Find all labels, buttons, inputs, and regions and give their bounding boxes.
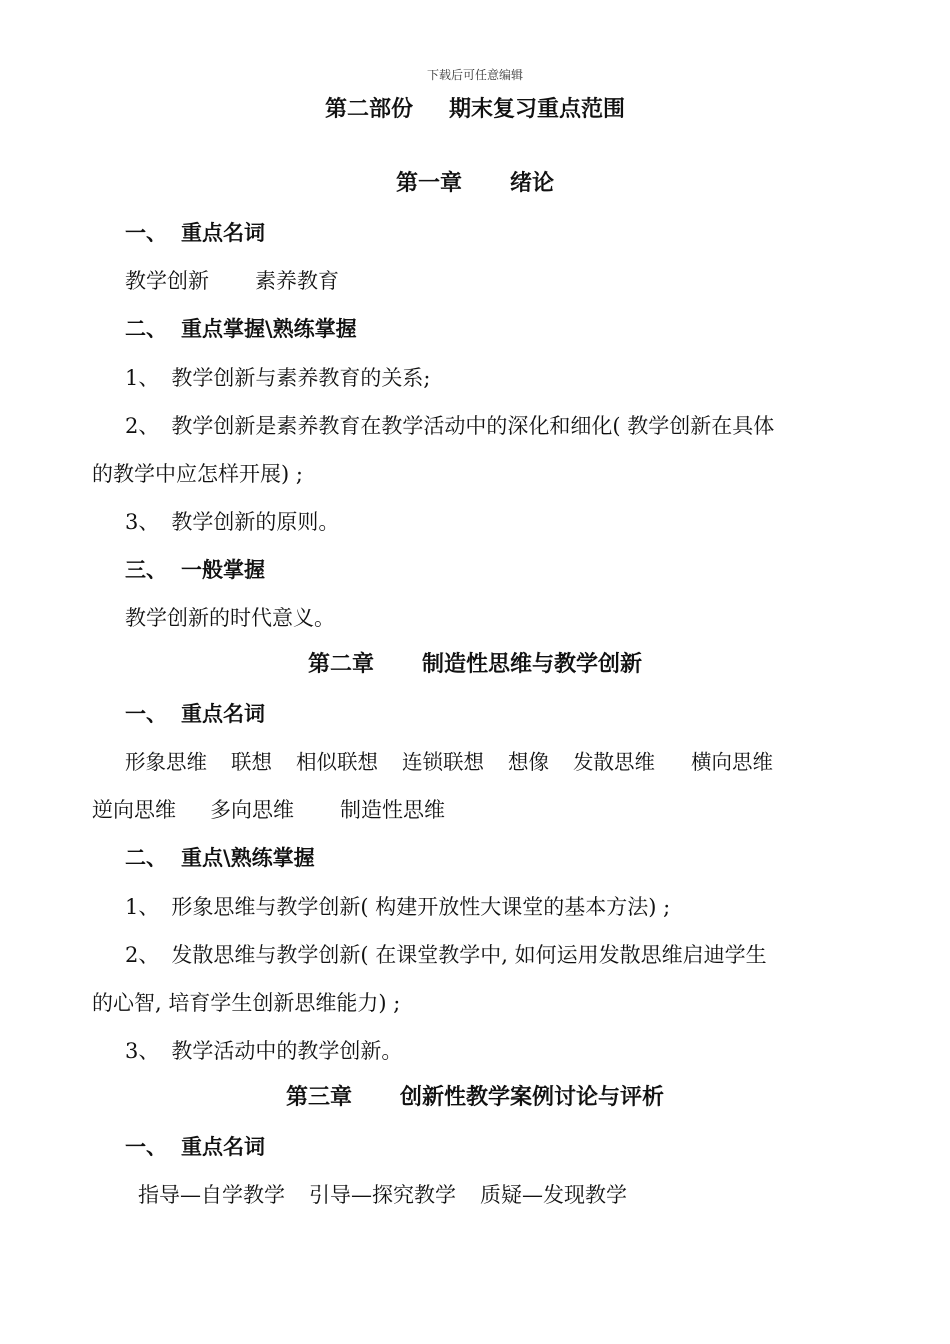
- ch1-section1-heading: [125, 219, 265, 247]
- section-number: 二、: [125, 317, 167, 341]
- term: 素养教育: [255, 269, 339, 293]
- term: 教学创新: [125, 269, 209, 293]
- section-label: 重点名词: [181, 1135, 265, 1159]
- term: 联想: [231, 750, 272, 774]
- ch1-general: 教学创新的时代意义。: [125, 606, 335, 630]
- term: 引导—探究教学: [309, 1183, 456, 1207]
- item-number: 1、: [125, 895, 160, 919]
- ch2-section2-heading: [125, 844, 315, 872]
- chapter1-name: 绪论: [510, 171, 555, 196]
- ch1-item-3: [125, 508, 339, 536]
- ch3-terms: [138, 1181, 627, 1209]
- section-label: 重点名词: [181, 221, 265, 245]
- ch2-item-2: [125, 941, 767, 969]
- item-number: 1、: [125, 366, 160, 390]
- term: 相似联想: [296, 750, 378, 774]
- item-text: 教学活动中的教学创新。: [171, 1039, 403, 1063]
- ch1-item-2-continued: 的教学中应怎样开展) ;: [92, 462, 303, 486]
- item-text: 形象思维与教学创新( 构建开放性大课堂的基本方法) ;: [171, 895, 671, 919]
- term: 质疑—发现教学: [480, 1183, 627, 1207]
- section-number: 一、: [125, 702, 167, 726]
- ch2-item-1: [125, 893, 670, 921]
- term: 形象思维: [125, 750, 207, 774]
- item-text: 教学创新与素养教育的关系;: [171, 366, 431, 390]
- ch1-section2-heading: [125, 315, 357, 343]
- ch2-item-2-continued: 的心智, 培育学生创新思维能力) ;: [92, 991, 401, 1015]
- part-title-number: 第二部份: [324, 97, 413, 122]
- item-number: 2、: [125, 943, 160, 967]
- term: 连锁联想: [402, 750, 484, 774]
- section-number: 一、: [125, 1135, 167, 1159]
- section-label: 重点名词: [181, 702, 265, 726]
- chapter1-number: 第一章: [395, 171, 462, 196]
- section-number: 三、: [125, 558, 167, 582]
- chapter3-name: 创新性教学案例讨论与评析: [400, 1085, 665, 1110]
- term: 想像: [508, 750, 549, 774]
- ch3-section1-heading: [125, 1133, 265, 1161]
- section-label: 一般掌握: [181, 558, 265, 582]
- chapter2-name: 制造性思维与教学创新: [422, 652, 643, 677]
- ch1-item-2: [125, 412, 774, 440]
- chapter3-number: 第三章: [285, 1085, 352, 1110]
- chapter2-number: 第二章: [307, 652, 374, 677]
- term: 指导—自学教学: [138, 1183, 285, 1207]
- term: 发散思维: [573, 750, 655, 774]
- section-label: 重点\熟练掌握: [181, 846, 315, 870]
- item-text: 发散思维与教学创新( 在课堂教学中, 如何运用发散思维启迪学生: [171, 943, 767, 967]
- ch1-item-1: [125, 364, 430, 392]
- ch1-section3-heading: [125, 556, 265, 584]
- item-number: 3、: [125, 510, 160, 534]
- term: 制造性思维: [340, 798, 445, 822]
- ch1-terms: [125, 267, 339, 295]
- term: 多向思维: [210, 798, 294, 822]
- ch2-item-3: [125, 1037, 402, 1065]
- part-title-text: 期末复习重点范围: [449, 97, 626, 122]
- section-number: 一、: [125, 221, 167, 245]
- item-text: 教学创新的原则。: [171, 510, 340, 534]
- part-title: [0, 96, 950, 124]
- item-number: 3、: [125, 1039, 160, 1063]
- term: 横向思维: [691, 750, 773, 774]
- chapter1-title: [0, 170, 950, 198]
- item-text: 教学创新是素养教育在教学活动中的深化和细化( 教学创新在具体: [171, 414, 775, 438]
- page-header: 下载后可任意编辑: [426, 68, 523, 82]
- chapter3-title: [0, 1084, 950, 1112]
- section-number: 二、: [125, 846, 167, 870]
- item-number: 2、: [125, 414, 160, 438]
- ch2-terms-line1: [125, 748, 773, 776]
- section-label: 重点掌握\熟练掌握: [181, 317, 357, 341]
- ch2-terms-line2: [92, 796, 445, 824]
- chapter2-title: [0, 651, 950, 679]
- ch2-section1-heading: [125, 700, 265, 728]
- term: 逆向思维: [92, 798, 176, 822]
